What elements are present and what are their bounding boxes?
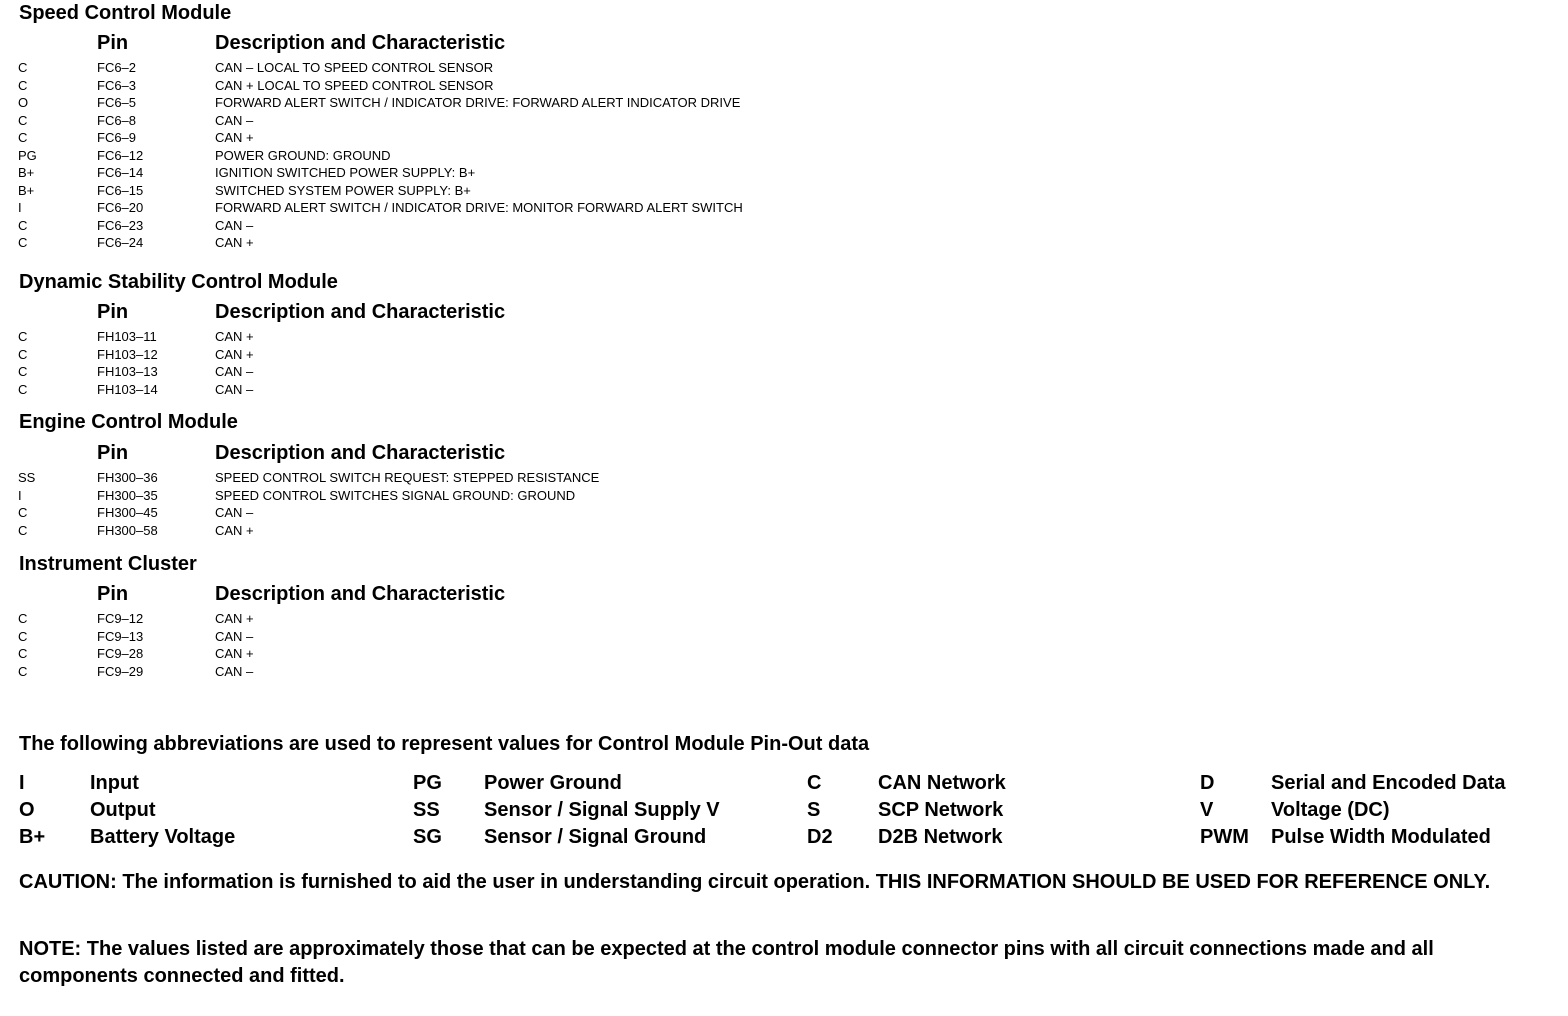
pin-id: FC6–8 (97, 112, 137, 128)
abbreviation-code: D2 (807, 826, 833, 848)
pin-type: I (18, 487, 22, 503)
pin-type: C (18, 505, 28, 520)
pin-type: SS (18, 470, 36, 485)
pin-id: FC6–2 (97, 60, 137, 75)
pin-description: CAN – (215, 112, 254, 128)
description-column-header: Description and Characteristic (215, 442, 506, 464)
description-column-header: Description and Characteristic (215, 583, 506, 605)
pin-id: FH300–36 (97, 470, 158, 485)
abbreviation-meaning: Input (90, 772, 139, 794)
pin-description: POWER GROUND: GROUND (215, 147, 391, 163)
pin-column-header: Pin (97, 301, 129, 323)
pin-type: C (18, 217, 28, 233)
pin-id: FC6–23 (97, 217, 144, 233)
table-row (0, 112, 900, 130)
abbreviation-code: B+ (19, 826, 46, 848)
pin-description: CAN + (215, 346, 254, 362)
abbreviation-meaning: Sensor / Signal Ground (484, 826, 707, 848)
abbreviation-code: D (1200, 772, 1215, 794)
pin-description: CAN + (215, 646, 254, 661)
pin-id: FH300–58 (97, 522, 158, 538)
abbreviation-code: PWM (1200, 826, 1249, 848)
table-row (0, 129, 900, 147)
table-row (0, 346, 900, 364)
abbreviation-code: PG (413, 772, 442, 794)
pin-type: C (18, 112, 28, 128)
pin-type: C (18, 628, 28, 644)
pin-type: PG (18, 147, 37, 163)
pin-id: FC9–29 (97, 663, 144, 679)
table-row (0, 381, 900, 399)
pin-id: FC9–12 (97, 611, 144, 626)
table-row (0, 487, 900, 505)
abbreviation-meaning: Voltage (DC) (1271, 799, 1390, 821)
table-row (0, 645, 900, 663)
pin-description: CAN – (215, 364, 254, 379)
abbreviation-meaning: Battery Voltage (90, 826, 236, 848)
description-column-header: Description and Characteristic (215, 301, 506, 323)
table-row (0, 504, 900, 522)
pin-type: C (18, 130, 28, 145)
pin-column-header: Pin (97, 442, 129, 464)
pin-id: FH103–14 (97, 381, 158, 397)
pin-description: SPEED CONTROL SWITCHES SIGNAL GROUND: GROUND (215, 487, 576, 503)
pin-type: C (18, 60, 28, 75)
table-row (0, 59, 900, 77)
pin-description: FORWARD ALERT SWITCH / INDICATOR DRIVE: FORWARD ALERT INDICATOR DRIVE (215, 95, 741, 110)
note-text: NOTE: The values listed are approximately those that can be expected at the control module connector pins with all circuit connections made and all components connected and fitted. (19, 938, 1434, 987)
pin-type: B+ (18, 165, 35, 180)
abbreviation-meaning: Sensor / Signal Supply V (484, 799, 720, 821)
abbreviation-meaning: SCP Network (878, 799, 1004, 821)
pin-description: CAN + (215, 611, 254, 626)
table-row (0, 363, 900, 381)
pin-table (0, 59, 900, 252)
pin-type: C (18, 235, 28, 250)
table-row (0, 217, 900, 235)
caution-text: CAUTION: The information is furnished to aid the user in understanding circuit operation. THIS INFORMATION SHOULD BE USED FOR REFERENCE ONLY. (19, 871, 1491, 893)
pin-id: FC6–20 (97, 200, 144, 215)
pin-description: CAN + (215, 329, 254, 344)
table-row (0, 164, 900, 182)
abbreviation-meaning: Output (90, 799, 156, 821)
pin-type: C (18, 663, 28, 679)
pin-type: C (18, 646, 28, 661)
pin-id: FH103–12 (97, 346, 158, 362)
abbreviation-code: O (19, 799, 35, 821)
description-column-header: Description and Characteristic (215, 32, 506, 54)
module-title: Dynamic Stability Control Module (19, 271, 338, 293)
pin-id: FC9–13 (97, 628, 144, 644)
abbreviation-code: SS (413, 799, 440, 821)
pin-description: CAN – (215, 663, 254, 679)
module-title: Speed Control Module (19, 2, 232, 24)
pin-type: C (18, 77, 28, 93)
pin-table (0, 328, 900, 398)
pin-id: FC6–12 (97, 147, 144, 163)
abbreviations-intro: The following abbreviations are used to represent values for Control Module Pin-Out data (19, 733, 870, 755)
pin-id: FC6–5 (97, 95, 137, 110)
pin-description: FORWARD ALERT SWITCH / INDICATOR DRIVE: MONITOR FORWARD ALERT SWITCH (215, 200, 743, 215)
pin-description: CAN + (215, 235, 254, 250)
pin-type: O (18, 95, 29, 110)
pin-table (0, 610, 900, 680)
abbreviation-meaning: Pulse Width Modulated (1271, 826, 1491, 848)
pin-id: FH103–13 (97, 364, 158, 379)
pin-type: C (18, 329, 28, 344)
pin-id: FC6–9 (97, 130, 137, 145)
abbreviation-code: S (807, 799, 821, 821)
table-row (0, 628, 900, 646)
pin-id: FH300–35 (97, 487, 158, 503)
pin-description: SWITCHED SYSTEM POWER SUPPLY: B+ (215, 182, 471, 198)
pin-type: C (18, 381, 28, 397)
pin-id: FH103–11 (97, 329, 157, 344)
table-row (0, 663, 900, 681)
pin-description: CAN – LOCAL TO SPEED CONTROL SENSOR (215, 60, 494, 75)
abbreviation-meaning: D2B Network (878, 826, 1003, 848)
table-row (0, 469, 900, 487)
pin-table (0, 469, 900, 539)
table-row (0, 182, 900, 200)
abbreviation-meaning: CAN Network (878, 772, 1006, 794)
abbreviation-code: V (1200, 799, 1214, 821)
abbreviation-meaning: Power Ground (484, 772, 622, 794)
pin-id: FC6–14 (97, 165, 144, 180)
pin-type: B+ (18, 182, 35, 198)
pin-column-header: Pin (97, 32, 129, 54)
pin-id: FC9–28 (97, 646, 144, 661)
pin-id: FC6–3 (97, 77, 137, 93)
pin-description: CAN – (215, 381, 254, 397)
pin-id: FC6–24 (97, 235, 144, 250)
abbreviation-code: I (19, 772, 25, 794)
table-row (0, 234, 900, 252)
pin-description: CAN – (215, 217, 254, 233)
table-row (0, 94, 900, 112)
module-title: Engine Control Module (19, 411, 238, 433)
table-row (0, 610, 900, 628)
pin-type: C (18, 364, 28, 379)
pin-type: C (18, 346, 28, 362)
pin-description: CAN – (215, 628, 254, 644)
pin-description: SPEED CONTROL SWITCH REQUEST: STEPPED RESISTANCE (215, 470, 600, 485)
pin-description: IGNITION SWITCHED POWER SUPPLY: B+ (215, 165, 476, 180)
abbreviation-code: SG (413, 826, 442, 848)
table-row (0, 522, 900, 540)
pin-type: I (18, 200, 22, 215)
abbreviation-meaning: Serial and Encoded Data (1271, 772, 1506, 794)
pin-id: FC6–15 (97, 182, 144, 198)
module-title: Instrument Cluster (19, 553, 197, 575)
pin-description: CAN + (215, 522, 254, 538)
pin-type: C (18, 522, 28, 538)
table-row (0, 147, 900, 165)
abbreviation-code: C (807, 772, 822, 794)
table-row (0, 77, 900, 95)
pin-description: CAN + LOCAL TO SPEED CONTROL SENSOR (215, 77, 494, 93)
pin-type: C (18, 611, 28, 626)
pin-description: CAN + (215, 130, 254, 145)
pin-description: CAN – (215, 505, 254, 520)
pin-id: FH300–45 (97, 505, 158, 520)
table-row (0, 199, 900, 217)
pin-column-header: Pin (97, 583, 129, 605)
table-row (0, 328, 900, 346)
